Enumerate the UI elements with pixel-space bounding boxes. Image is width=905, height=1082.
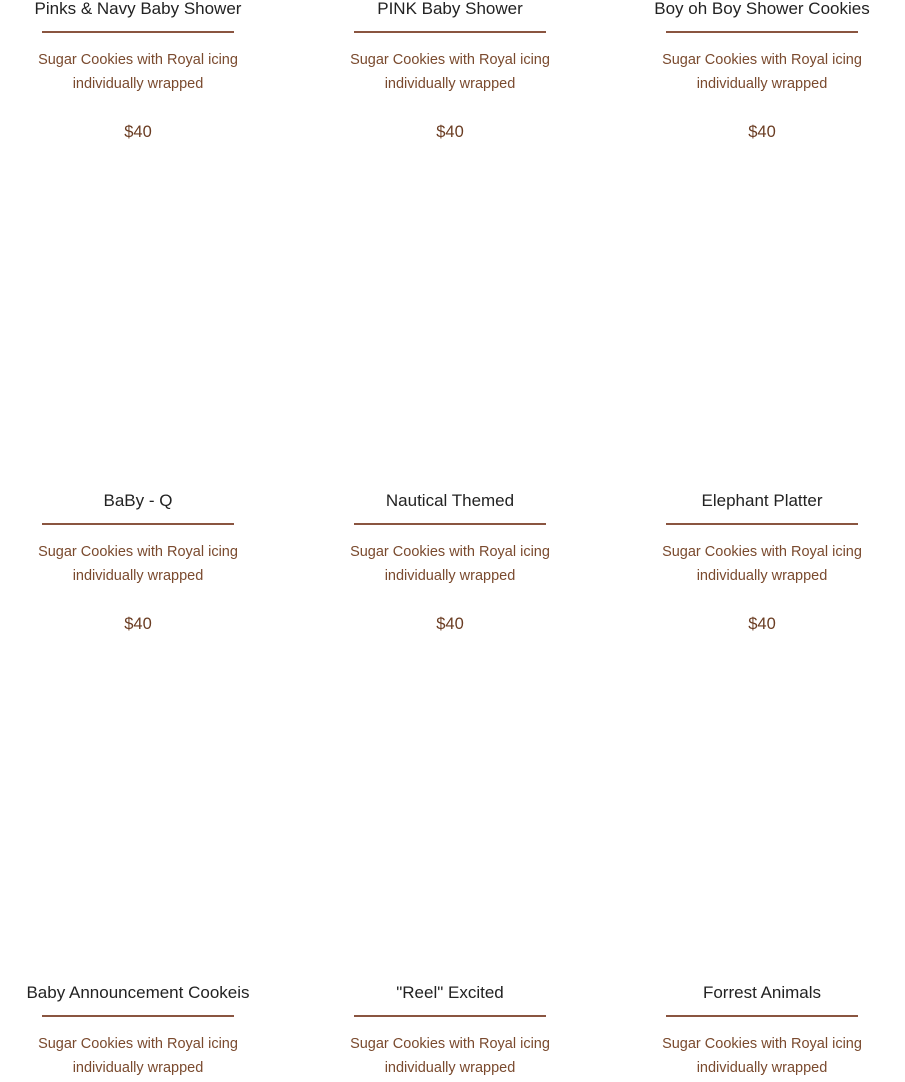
menu-item-price: $40: [124, 615, 152, 633]
divider: [42, 523, 234, 525]
menu-item[interactable]: [606, 491, 905, 634]
menu-item-description: Sugar Cookies with Royal icing individually wrapped: [662, 1036, 862, 1076]
menu-item-title: Boy oh Boy Shower Cookies: [654, 0, 870, 18]
menu-item[interactable]: [606, 983, 905, 1080]
menu-item-price: $40: [436, 615, 464, 633]
menu-item[interactable]: [294, 983, 606, 1080]
menu-item-price: $40: [748, 123, 776, 141]
menu-item-title: PINK Baby Shower: [377, 0, 523, 18]
divider: [666, 523, 858, 525]
menu-item[interactable]: [0, 983, 294, 1080]
menu-item-description: Sugar Cookies with Royal icing individually wrapped: [350, 1036, 550, 1076]
divider: [354, 1015, 546, 1017]
menu-item[interactable]: [0, 0, 294, 142]
menu-item-description: Sugar Cookies with Royal icing individually wrapped: [662, 52, 862, 92]
menu-item-description: Sugar Cookies with Royal icing individually wrapped: [38, 1036, 238, 1076]
menu-item-description: Sugar Cookies with Royal icing individually wrapped: [662, 544, 862, 584]
menu-item[interactable]: [294, 491, 606, 634]
menu-item[interactable]: [294, 0, 606, 142]
menu-item-description: Sugar Cookies with Royal icing individually wrapped: [38, 52, 238, 92]
menu-item-title: "Reel" Excited: [396, 983, 504, 1002]
menu-item-title: Pinks & Navy Baby Shower: [34, 0, 242, 18]
menu-item[interactable]: [606, 0, 905, 142]
divider: [354, 31, 546, 33]
menu-item-title: Nautical Themed: [385, 491, 515, 510]
divider: [42, 1015, 234, 1017]
divider: [354, 523, 546, 525]
menu-item-title: BaBy - Q: [103, 491, 173, 510]
menu-item-title: Elephant Platter: [701, 491, 823, 510]
divider: [666, 31, 858, 33]
menu-item-description: Sugar Cookies with Royal icing individually wrapped: [350, 52, 550, 92]
menu-item-price: $40: [124, 123, 152, 141]
menu-item-price: $40: [436, 123, 464, 141]
menu-item-description: Sugar Cookies with Royal icing individually wrapped: [38, 544, 238, 584]
menu-item-title: Baby Announcement Cookeis: [26, 983, 250, 1002]
menu-item[interactable]: [0, 491, 294, 634]
divider: [42, 31, 234, 33]
divider: [666, 1015, 858, 1017]
menu-item-description: Sugar Cookies with Royal icing individually wrapped: [350, 544, 550, 584]
menu-item-price: $40: [748, 615, 776, 633]
menu-item-title: Forrest Animals: [702, 983, 822, 1002]
